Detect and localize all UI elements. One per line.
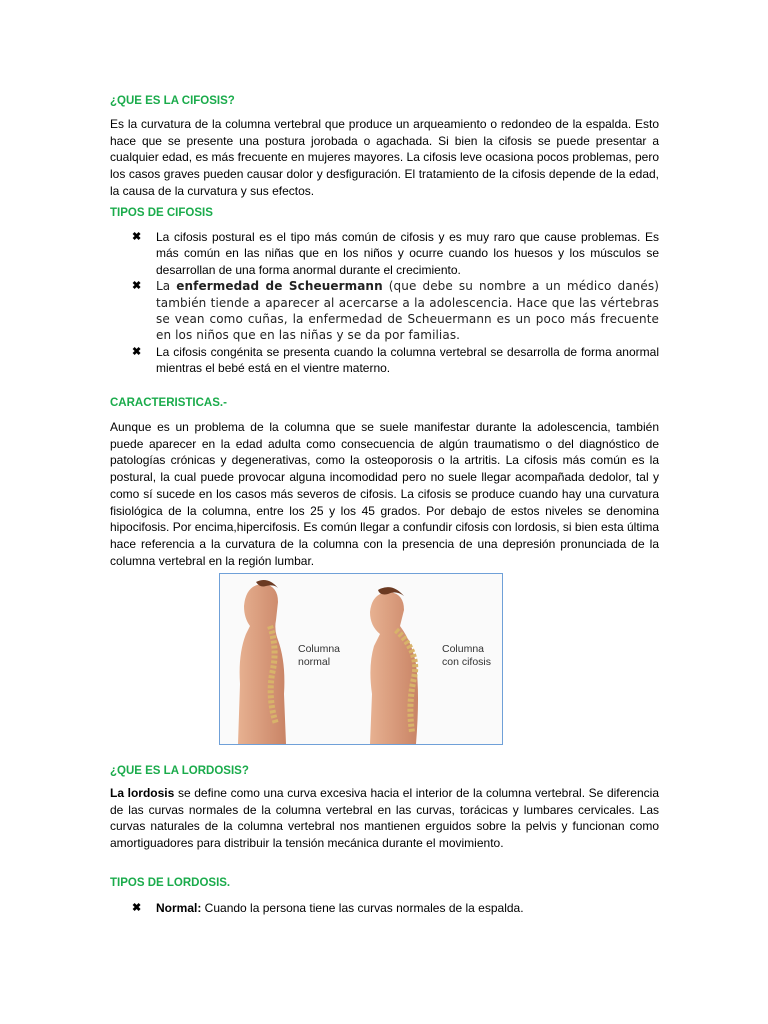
cifosis-title: ¿QUE ES LA CIFOSIS? [110, 95, 235, 107]
list-item [132, 344, 659, 377]
list-item-text: La cifosis postural es el tipo más común de cifosis y es muy raro que cause problemas. Es más común en las niñas que en los niños y ocurre cuando los huesos y los músculos se desarrollan de una forma anormal durante el crecimiento. [156, 230, 659, 277]
cifosis-features: Aunque es un problema de la columna que se suele manifestar durante la adolescencia, también puede aparecer en la edad adulta como consecuencia de algún traumatismo o del diagnóstico de patologías crónicas y degenerativas, como la osteoporosis o la artritis. La cifosis más común es la postural, la cual puede provocar alguna incomodidad pero no suele llegar acompañada dedolor, tal y como sí sucede en los casos más severos de cifosis. La cifosis se produce cuando hay una curvatura fisiológica de la columna, entre los 25 y los 45 grados. Por debajo de estos niveles se denomina hipocifosis. Por encima,hipercifosis. Es común llegar a confundir cifosis con lordosis, si bien esta última hace referencia a la curvatura de la columna con la presencia de una depresión pronunciada de la columna vertebral en la región lumbar. [110, 420, 659, 568]
list-item-text: La cifosis congénita se presenta cuando la columna vertebral se desarrolla de forma anormal mientras el bebé está en el vientre materno. [156, 344, 659, 376]
cross-bullet-icon: ✖ [132, 280, 142, 293]
cifosis-types-list [132, 229, 659, 377]
lordosis-types-list [132, 900, 659, 916]
list-item-text: (que debe su nombre a un médico danés) también tiende a aparecer al acercarse a la adolescencia. Hace que las vértebras se vean como cuñas, la enfermedad de Scheuermann es un poco más frecuente en los niños que en las niñas y se da por familias. [156, 279, 659, 343]
normal-posture-figure [238, 580, 286, 744]
cifosis-intro: Es la curvatura de la columna vertebral que produce un arqueamiento o redondeo de la espalda. Esto hace que se presente una postura jorobada o agachada. Si bien la cifosis se puede presentar a cualquier edad, es más frecuente en mujeres mayores. La cifosis leve ocasiona pocos problemas, pero los casos graves pueden causar dolor y desfiguración. El tratamiento de la cifosis depende de la edad, la causa de la curvatura y sus efectos. [110, 117, 659, 198]
kyphosis-label-line1: Columna [442, 643, 485, 655]
lordosis-title: ¿QUE ES LA LORDOSIS? [110, 765, 249, 777]
lordosis-types-title: TIPOS DE LORDOSIS. [110, 877, 231, 889]
spine-comparison-figure [219, 573, 503, 745]
spine-illustration [220, 574, 502, 744]
list-item-bold: enfermedad de Scheuermann [176, 279, 383, 294]
list-item [132, 278, 659, 344]
cifosis-features-title: CARACTERISTICAS.- [110, 397, 227, 409]
normal-label-line1: Columna [298, 643, 341, 655]
normal-label-line2: normal [298, 656, 331, 668]
lordosis-intro [110, 785, 659, 852]
lordosis-intro-bold: La lordosis [110, 786, 175, 800]
kyphosis-label-line2: con cifosis [442, 656, 492, 668]
list-item-text: Cuando la persona tiene las curvas normales de la espalda. [201, 901, 524, 915]
cross-bullet-icon: ✖ [132, 231, 142, 243]
kyphosis-posture-figure [370, 587, 418, 744]
cifosis-types-title: TIPOS DE CIFOSIS [110, 207, 213, 219]
list-item-bold: Normal: [156, 901, 202, 915]
cross-bullet-icon: ✖ [132, 345, 142, 358]
list-item-prefix: La [156, 279, 177, 294]
list-item [132, 900, 659, 916]
lordosis-intro-text: se define como una curva excesiva hacia el interior de la columna vertebral. Se diferencia de las curvas normales de la columna vertebral en las curvas, torácicas y lumbares cervicales. Las curvas naturales de la columna vertebral nos mantienen erguidos sobre la pelvis y funcionan como amortiguadores para distribuir la tensión mecánica durante el movimiento. [110, 786, 659, 851]
list-item [132, 229, 659, 278]
cross-bullet-icon: ✖ [132, 902, 142, 914]
